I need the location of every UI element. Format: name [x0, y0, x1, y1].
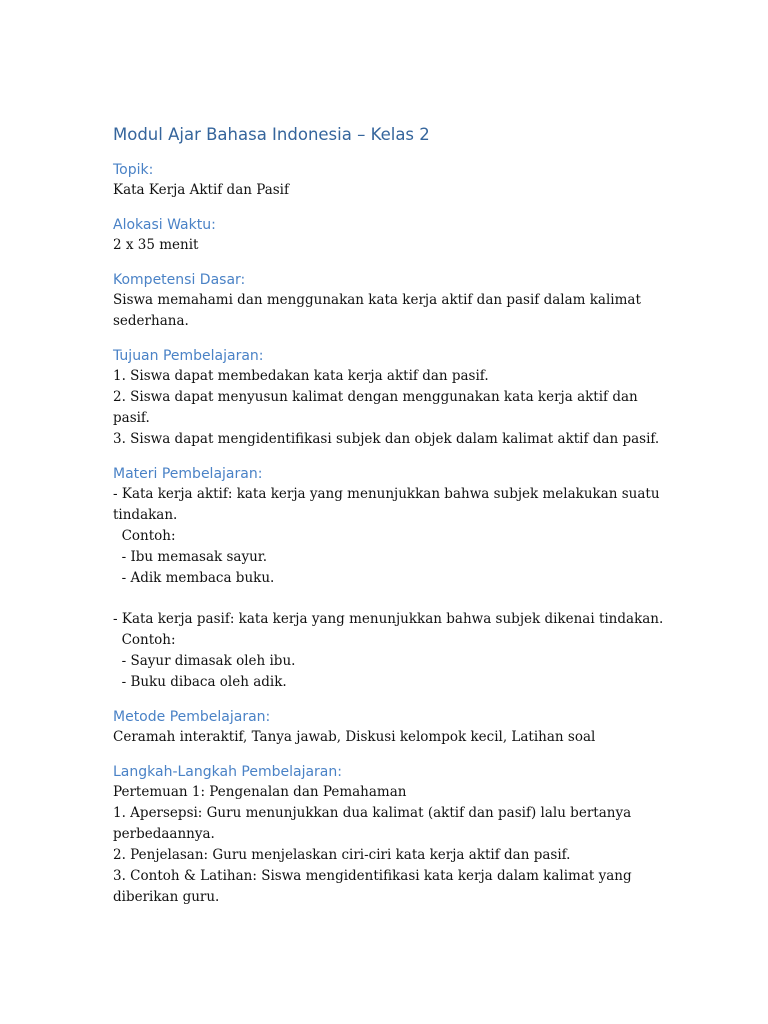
section-text: 2 x 35 menit	[113, 237, 199, 253]
list-item: diberikan guru.	[113, 889, 220, 905]
section-heading: Alokasi Waktu:	[113, 217, 216, 233]
example-item: - Buku dibaca oleh adik.	[113, 674, 287, 690]
section-text: Siswa memahami dan menggunakan kata kerja aktif dan pasif dalam kalimat	[113, 292, 641, 308]
section-heading: Materi Pembelajaran:	[113, 466, 263, 482]
list-item: 2. Siswa dapat menyusun kalimat dengan menggunakan kata kerja aktif dan pasif.	[113, 389, 643, 426]
section-tujuan-pembelajaran	[113, 346, 673, 450]
list-item: 2. Penjelasan: Guru menjelaskan ciri-ciri kata kerja aktif dan pasif.	[113, 847, 571, 863]
section-metode-pembelajaran	[113, 707, 673, 748]
example-item: - Adik membaca buku.	[113, 570, 275, 586]
section-heading: Topik:	[113, 162, 154, 178]
section-text: Contoh:	[113, 632, 176, 648]
section-text: Ceramah interaktif, Tanya jawab, Diskusi kelompok kecil, Latihan soal	[113, 729, 596, 745]
list-item: 1. Apersepsi: Guru menunjukkan dua kalimat (aktif dan pasif) lalu bertanya	[113, 805, 632, 821]
section-text: Contoh:	[113, 528, 176, 544]
list-item: 1. Siswa dapat membedakan kata kerja aktif dan pasif.	[113, 368, 489, 384]
section-text: sederhana.	[113, 313, 189, 329]
section-text: Pertemuan 1: Pengenalan dan Pemahaman	[113, 784, 407, 800]
section-langkah-pembelajaran	[113, 762, 673, 908]
section-text: - Kata kerja pasif: kata kerja yang menunjukkan bahwa subjek dikenai tindakan.	[113, 611, 664, 627]
example-item: - Sayur dimasak oleh ibu.	[113, 653, 296, 669]
section-text: - Kata kerja aktif: kata kerja yang menunjukkan bahwa subjek melakukan suatu	[113, 486, 660, 502]
section-text: tindakan.	[113, 507, 178, 523]
section-topik	[113, 160, 673, 201]
document-title: Modul Ajar Bahasa Indonesia – Kelas 2	[113, 125, 430, 144]
list-item: 3. Siswa dapat mengidentifikasi subjek dan objek dalam kalimat aktif dan pasif.	[113, 431, 660, 447]
section-kompetensi-dasar	[113, 270, 673, 332]
example-item: - Ibu memasak sayur.	[113, 549, 268, 565]
section-heading: Langkah-Langkah Pembelajaran:	[113, 764, 342, 780]
section-materi-pembelajaran	[113, 464, 673, 693]
section-text: Kata Kerja Aktif dan Pasif	[113, 182, 289, 198]
document-page	[113, 124, 673, 922]
section-heading: Tujuan Pembelajaran:	[113, 348, 264, 364]
section-heading: Metode Pembelajaran:	[113, 709, 271, 725]
section-heading: Kompetensi Dasar:	[113, 272, 246, 288]
section-alokasi-waktu	[113, 215, 673, 256]
list-item: perbedaannya.	[113, 826, 215, 842]
list-item: 3. Contoh & Latihan: Siswa mengidentifikasi kata kerja dalam kalimat yang	[113, 868, 632, 884]
blank-line	[113, 589, 673, 609]
